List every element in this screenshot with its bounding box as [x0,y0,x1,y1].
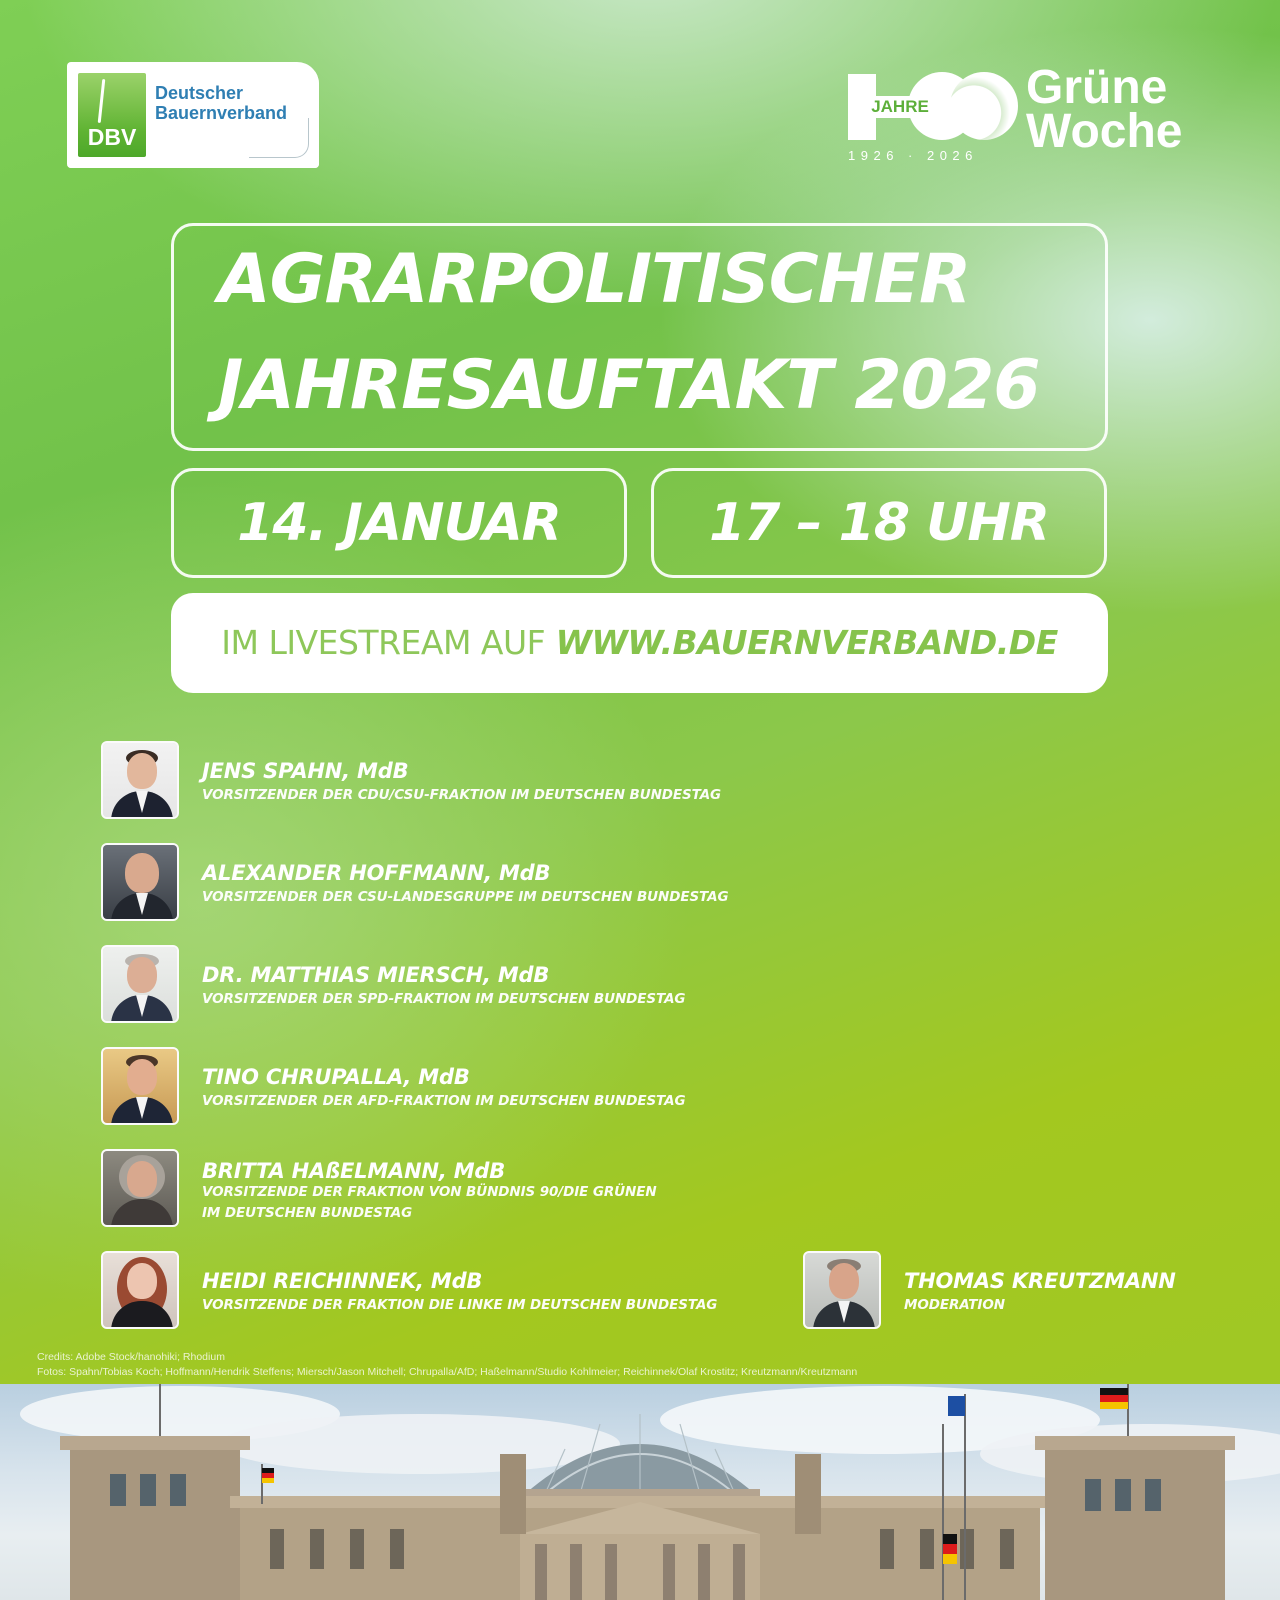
speaker-hoffmann [101,843,781,923]
speaker-name: TINO CHRUPALLA, MdB [202,1065,470,1089]
gruene-woche-title [1026,61,1226,158]
avatar [803,1251,881,1329]
credits-line2: Fotos: Spahn/Tobias Koch; Hoffmann/Hendrik Steffens; Miersch/Jason Mitchell; Chrupalla/AfD; Haßelmann/Studio Kohlmeier; Reichinnek/Olaf Krostitz; Kreutzmann/Kreutzmann [37,1366,858,1378]
dbv-logo-name-line2: Bauernverband [155,103,288,123]
speaker-role: VORSITZENDER DER AFD-FRAKTION IM DEUTSCHEN BUNDESTAG [202,1093,686,1109]
speaker-miersch [101,945,781,1025]
speaker-name: JENS SPAHN, MdB [202,759,409,783]
gruene-woche-title-line1: Grüne [1026,61,1168,114]
dbv-logo-mark [78,73,146,157]
moderator-kreutzmann [803,1251,1203,1331]
speaker-role-line1: VORSITZENDE DER FRAKTION VON BÜNDNIS 90/DIE GRÜNEN [202,1184,657,1200]
event-title-box [171,223,1108,451]
photo-credits [37,1350,1237,1380]
avatar [101,843,179,921]
credits-line1: Credits: Adobe Stock/hanohiki; Rhodium [37,1351,225,1363]
gruene-woche-100-jahre-mark [848,70,1018,142]
livestream-link[interactable]: WWW.BAUERNVERBAND.DE [555,623,1058,662]
speaker-name: DR. MATTHIAS MIERSCH, MdB [202,963,550,987]
speaker-chrupalla [101,1047,781,1127]
moderator-role: MODERATION [904,1297,1005,1313]
livestream-banner[interactable] [171,593,1108,693]
avatar [101,1251,179,1329]
gruene-woche-logo [848,61,1218,168]
speaker-role-line2: IM DEUTSCHEN BUNDESTAG [202,1205,413,1221]
event-title-line2: JAHRESAUFTAKT 2026 [218,346,1040,425]
reichstag-illustration [0,1384,1280,1600]
gruene-woche-badge: JAHRE [860,96,940,118]
moderator-name: THOMAS KREUTZMANN [904,1269,1176,1293]
avatar [101,945,179,1023]
avatar [101,741,179,819]
avatar [101,1047,179,1125]
speaker-role: VORSITZENDER DER SPD-FRAKTION IM DEUTSCHEN BUNDESTAG [202,991,686,1007]
speaker-name: BRITTA HAßELMANN, MdB [202,1159,506,1183]
speaker-spahn [101,741,781,821]
dbv-logo [67,62,319,168]
event-time: 17 – 18 UHR [651,468,1107,578]
dbv-logo-name [155,83,315,123]
speaker-role: VORSITZENDER DER CSU-LANDESGRUPPE IM DEUTSCHEN BUNDESTAG [202,889,729,905]
livestream-prefix: IM LIVESTREAM AUF [221,623,546,662]
event-title-line1: AGRARPOLITISCHER [218,240,971,319]
avatar [101,1149,179,1227]
event-date: 14. JANUAR [171,468,627,578]
dbv-logo-abbr: DBV [87,124,137,150]
speaker-name: ALEXANDER HOFFMANN, MdB [202,861,551,885]
reichstag-photo [0,1384,1280,1600]
gruene-woche-title-line2: Woche [1026,105,1183,158]
speaker-role: VORSITZENDER DER CDU/CSU-FRAKTION IM DEUTSCHEN BUNDESTAG [202,787,722,803]
dbv-logo-name-line1: Deutscher [155,83,244,103]
speaker-role [202,1182,762,1224]
speaker-role: VORSITZENDE DER FRAKTION DIE LINKE IM DEUTSCHEN BUNDESTAG [202,1297,718,1313]
speaker-reichinnek [101,1251,781,1331]
gruene-woche-years: 1926 · 2026 [848,148,978,163]
speaker-hasselmann [101,1149,781,1229]
speaker-name: HEIDI REICHINNEK, MdB [202,1269,483,1293]
